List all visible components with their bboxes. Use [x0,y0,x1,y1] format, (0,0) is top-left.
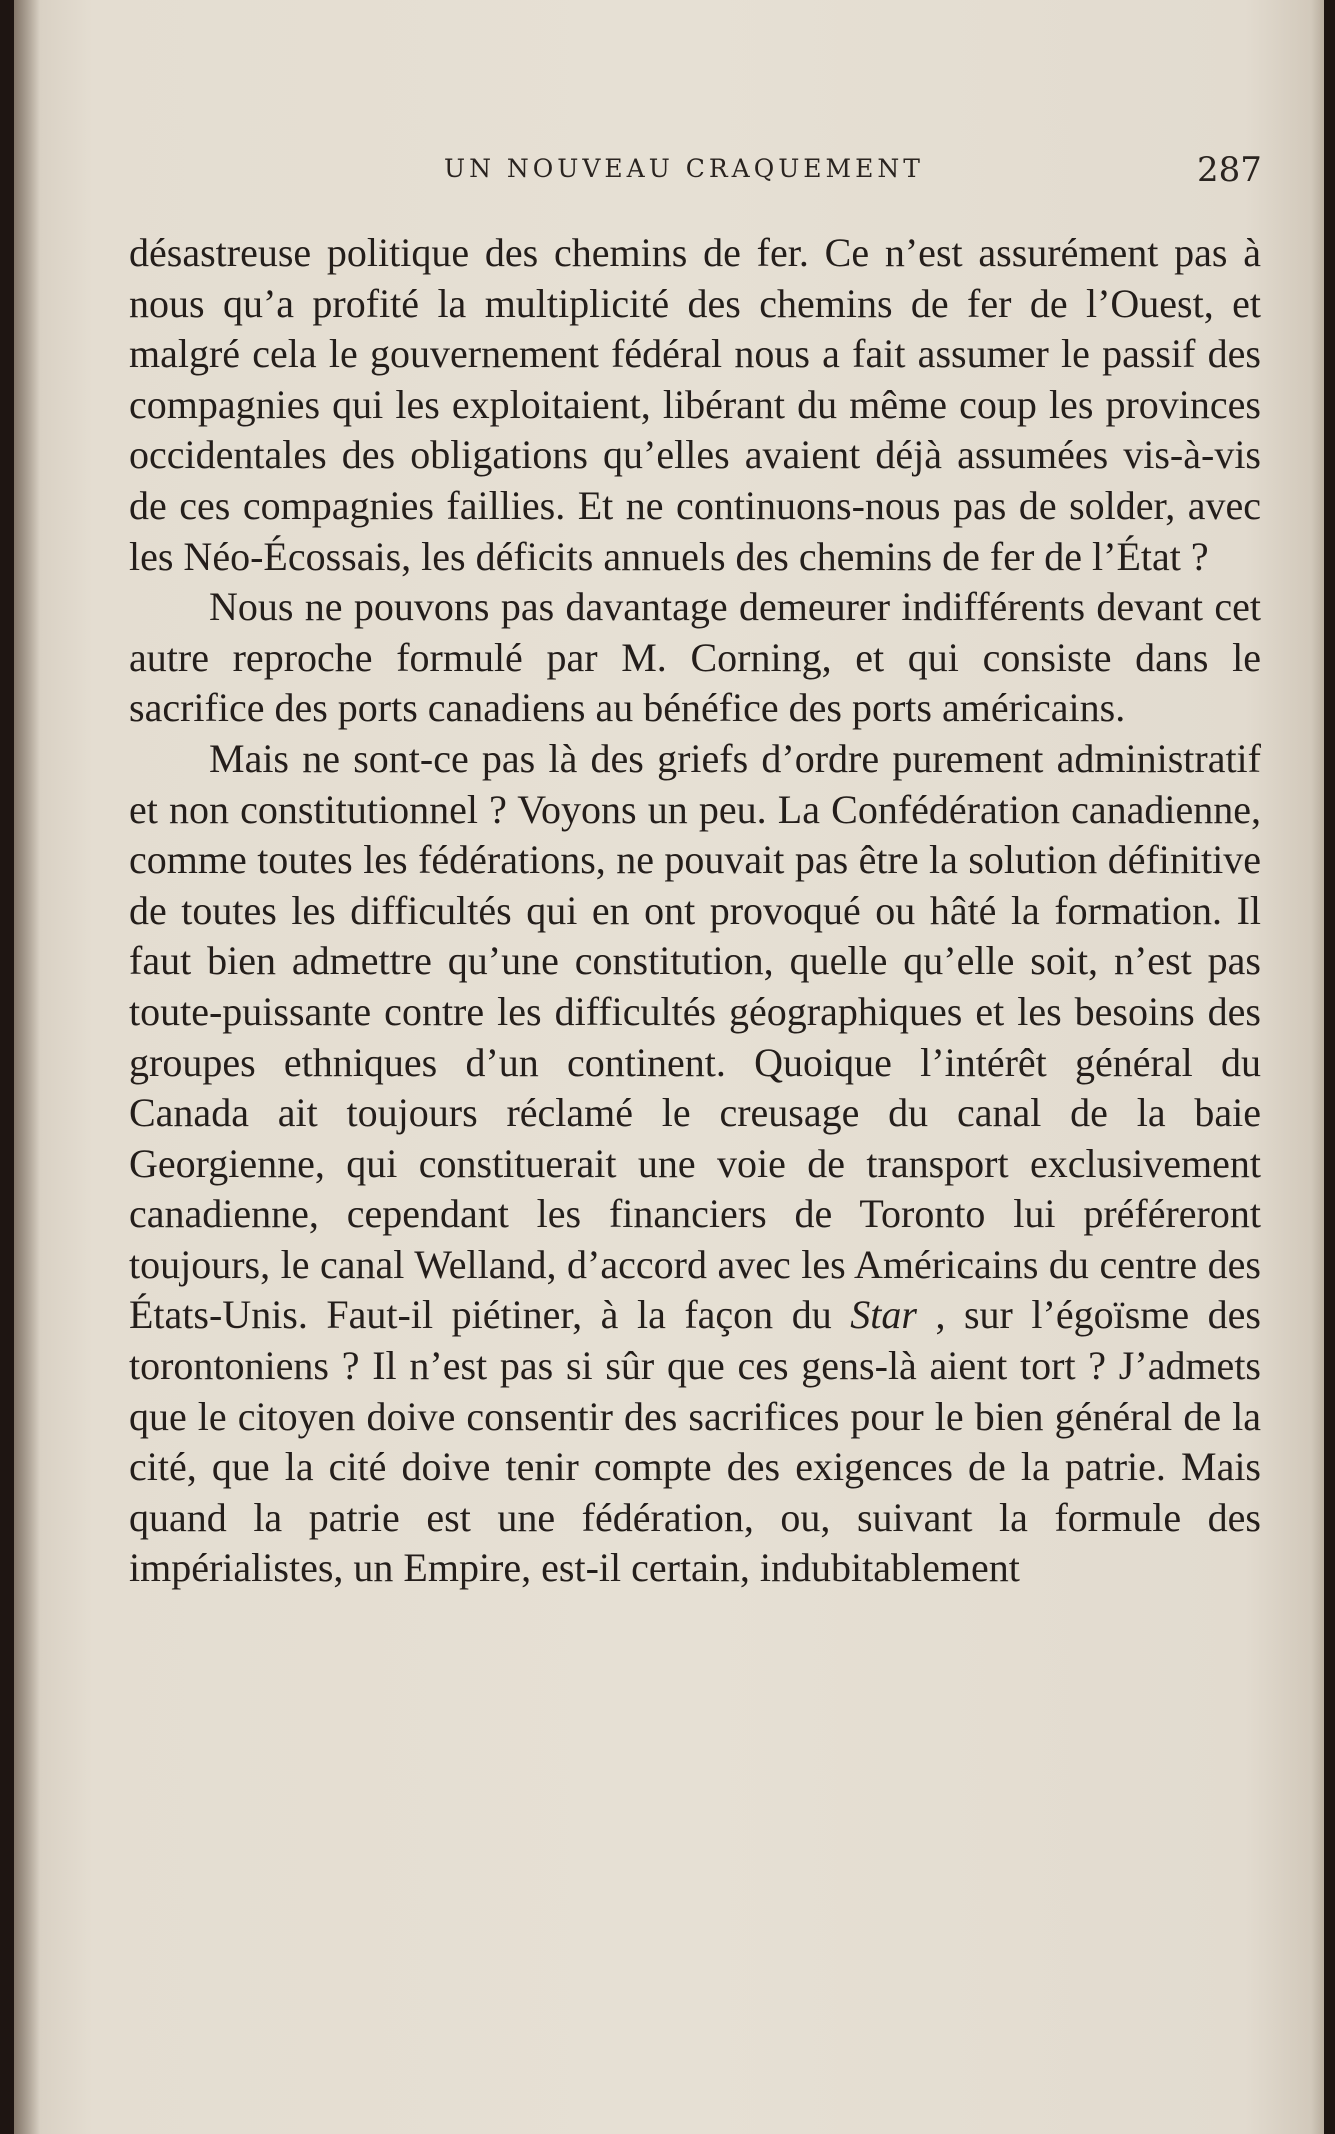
paragraph-3-text-before: Mais ne sont-ce pas là des griefs d’ordre purement administratif et non constitutionnel ? Voyons un peu. La Confédération canadienne, comme toutes les fédérations, ne pouvait pas être la solution définitive de toutes les difficultés qui en ont provoqué ou hâté la formation. Il faut bien admettre qu’une constitution, quelle qu’elle soit, n’est pas toute-puissante contre les difficultés géographiques et les besoins des groupes ethniques d’un continent. Quoique l’intérêt général du Canada ait toujours réclamé le creusage du canal de la baie Georgienne, qui constituerait une voie de transport exclusivement canadienne, cependant les financiers de Toronto lui préféreront toujours, le canal Welland, d’accord avec les Américains du centre des États-Unis. Faut-il piétiner, à la façon du [129,735,1261,1338]
paragraph-3-text-after: , sur l’égoïsme des torontoniens ? Il n’est pas si sûr que ces gens-là aient tort ? J’admets que le citoyen doive consentir des sacrifices pour le bien général de la cité, que la cité doive tenir compte des exigences de la patrie. Mais quand la patrie est une fédération, ou, suivant la formule des impérialistes, un Empire, est-il certain, indubitablement [129,1292,1261,1591]
newspaper-title-star: Star [850,1292,917,1338]
page-number: 287 [1197,150,1262,190]
paragraph-1: désastreuse politique des chemins de fer. Ce n’est assurément pas à nous qu’a profité la multiplicité des chemins de fer de l’Ouest, et malgré cela le gouvernement fédéral nous a fait assumer le passif des compagnies qui les exploitaient, libérant du même coup les provinces occidentales des obligations qu’elles avaient déjà assumées vis-à-vis de ces compagnies faillies. Et ne continuons-nous pas de solder, avec les Néo-Écossais, les déficits annuels des chemins de fer de l’État ? [129,230,1261,579]
running-title: UN NOUVEAU CRAQUEMENT [444,154,924,183]
running-head [14,150,1324,200]
paragraph-2: Nous ne pouvons pas davantage demeurer indifférents devant cet autre reproche formulé par M. Corning, et qui consiste dans le sacrifice des ports canadiens au bénéfice des ports américains. [129,584,1261,731]
book-page [14,0,1324,2134]
body-text [129,228,1261,1594]
paragraph-3 [129,734,1261,1594]
